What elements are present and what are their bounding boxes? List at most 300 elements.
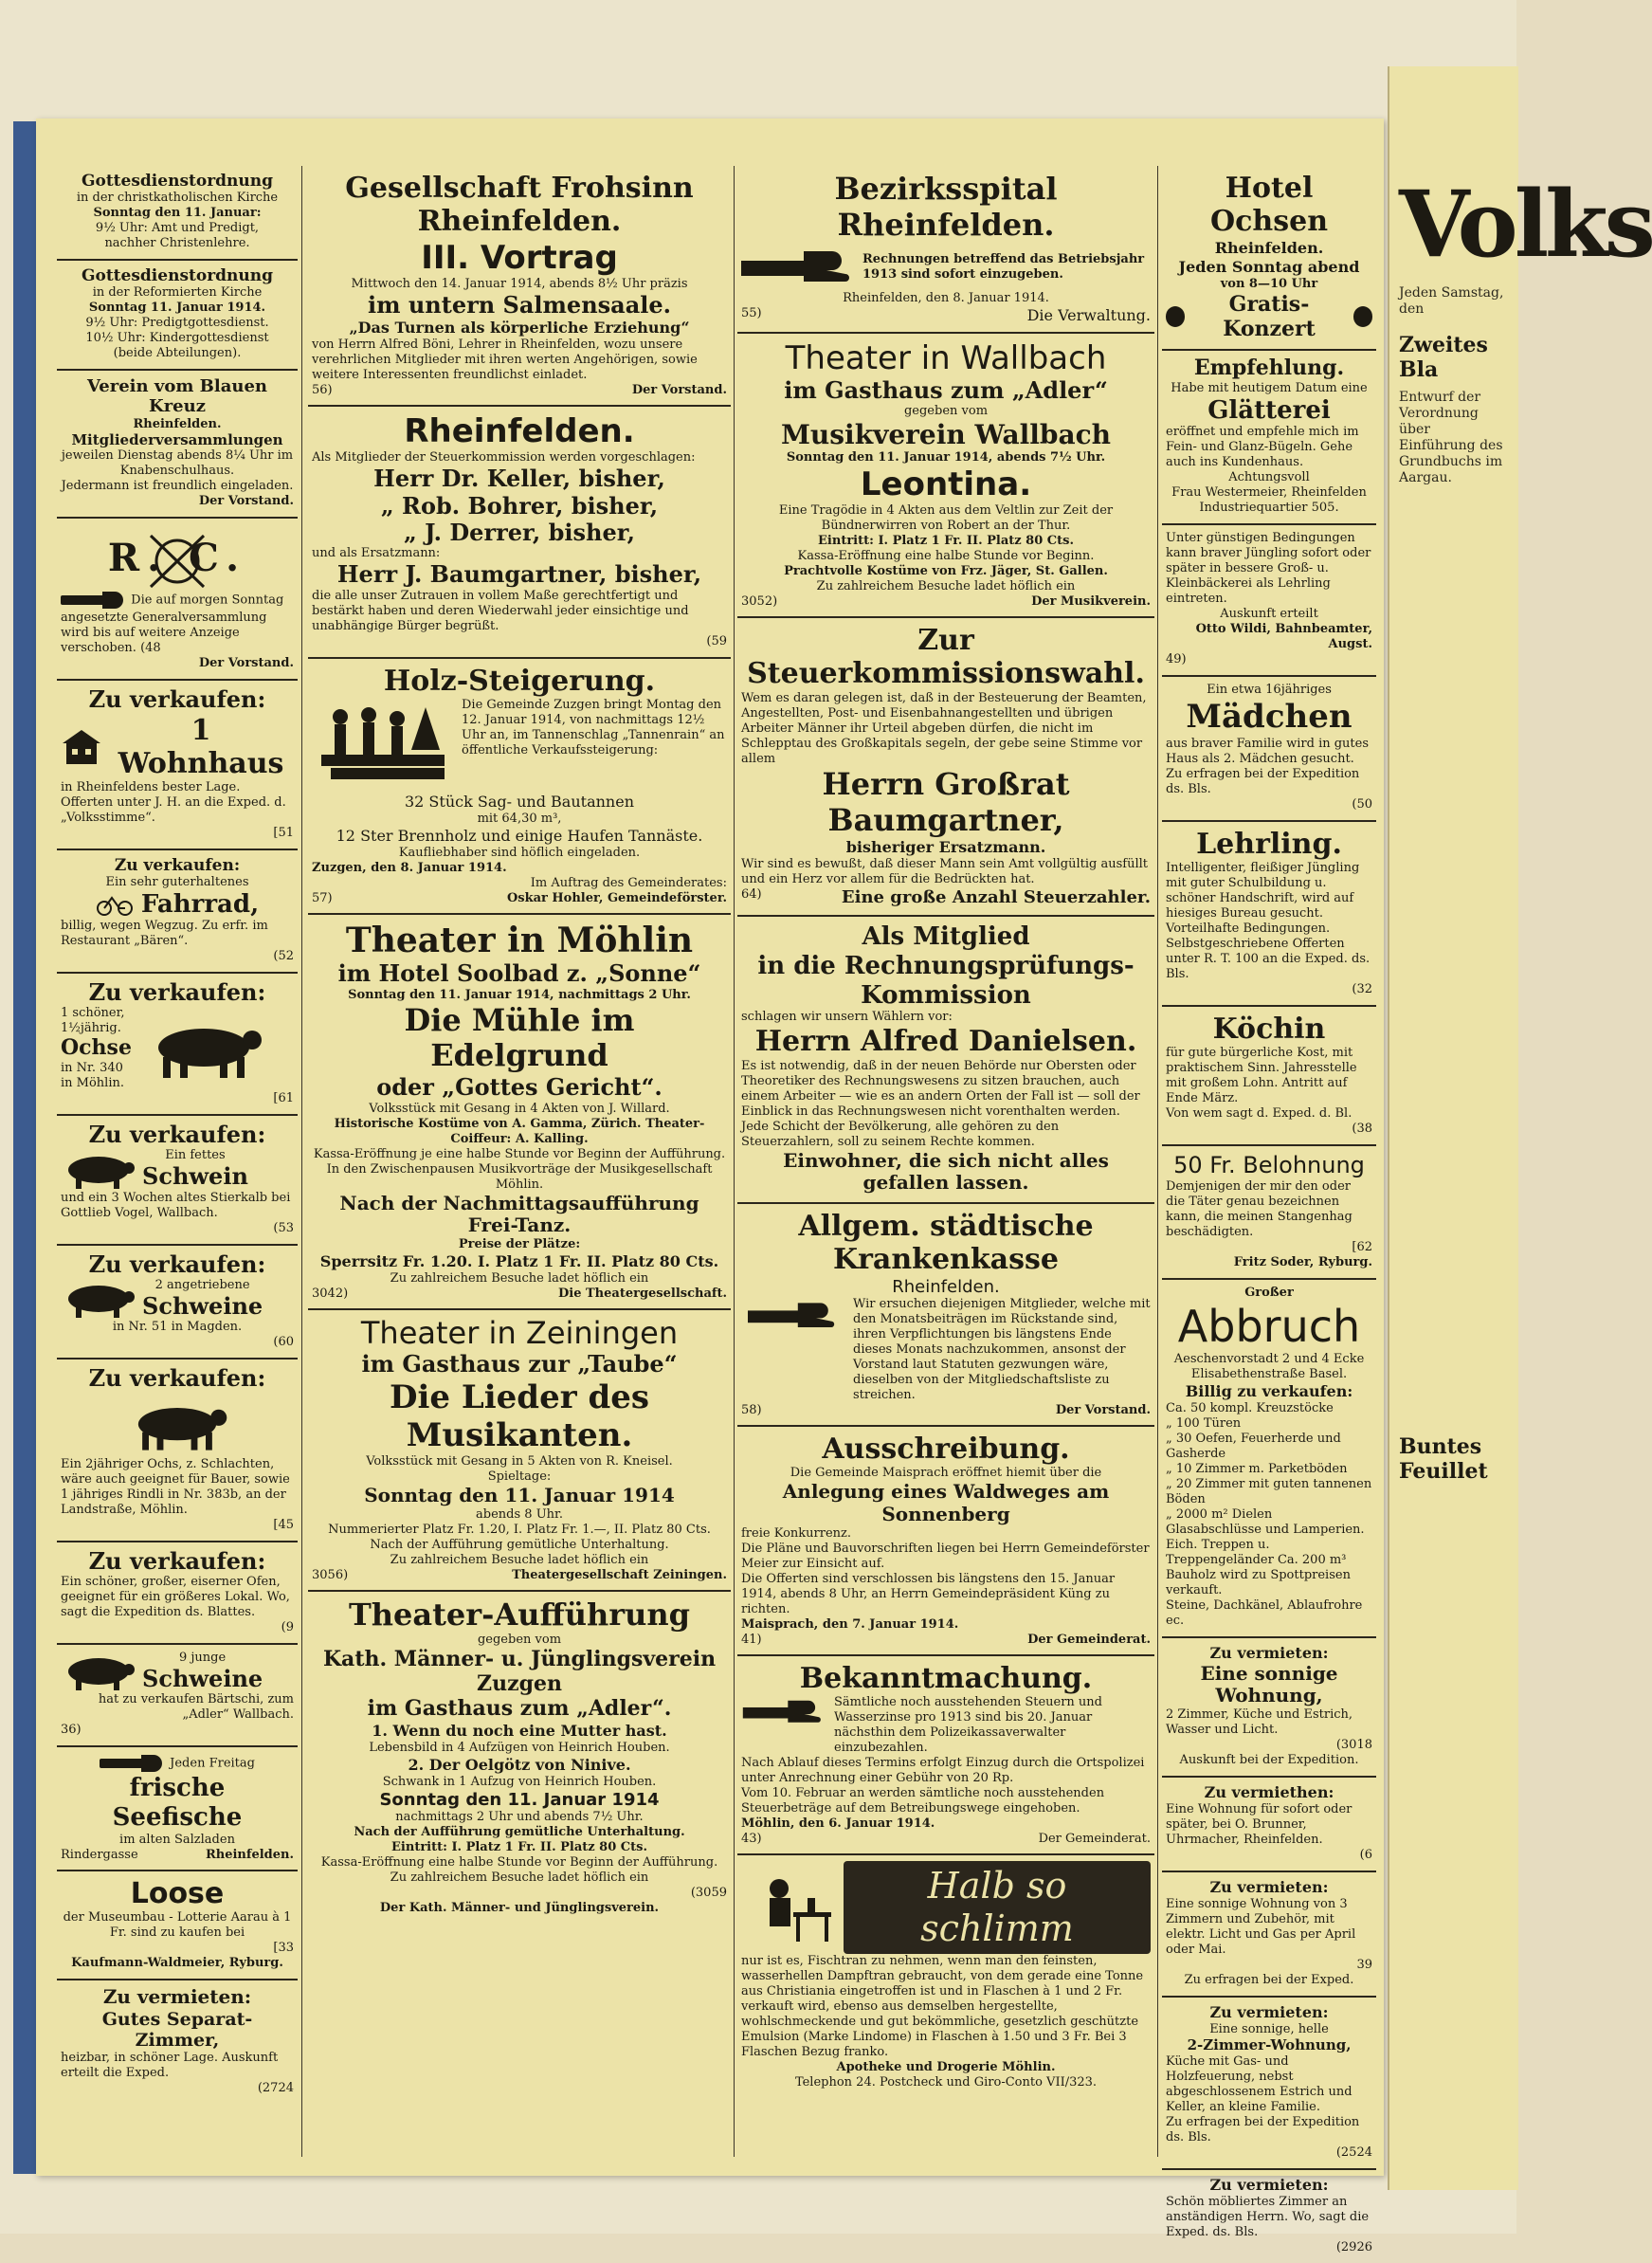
ad-text: Prachtvolle Kostüme von Frz. Jäger, St. Gallen. (784, 564, 1108, 579)
emblem-icon (1353, 306, 1372, 327)
ad-heading: Billig zu verkaufen: (1185, 1381, 1353, 1400)
ad-title: Rheinfelden. (404, 412, 635, 451)
ad-code: 3042) (312, 1286, 349, 1301)
ad-text: und ein 3 Wochen altes Stierkalb bei Gottlieb Vogel, Wallbach. (61, 1190, 291, 1220)
ad-code: [62 (1352, 1239, 1372, 1254)
ad-text: von Herrn Alfred Böni, Lehrer in Rheinfelden, wozu unsere verehrlichen Mitglieder mit ihren werten Angehörigen, sowie weitere Interessenten freundlichst einladet. (312, 338, 698, 383)
ad-code: (32 (1352, 981, 1372, 996)
ad-heading: im Hotel Soolbad z. „Sonne“ (337, 959, 701, 988)
ad-text: 9 junge (178, 1650, 227, 1665)
ad-rheinfelden-tax-commission (308, 407, 731, 658)
ad-text: und als Ersatzmann: (312, 546, 441, 561)
ad-text: Steine, Dachkänel, Ablaufrohre ec. (1166, 1597, 1363, 1628)
ad-big-text: 50 Fr. Belohnung (1173, 1152, 1365, 1179)
pointing-hand-icon (741, 1297, 845, 1335)
ad-text: Eine Tragödie in 4 Akten aus dem Veltlin zur Zeit der Bündnerwirren von Robert an der Thur. (778, 503, 1114, 534)
ad-text: gegeben vom (903, 403, 989, 418)
ad-bicycle-sale (57, 850, 298, 974)
ad-ox-sale (57, 974, 298, 1116)
ad-fresh-fish (57, 1747, 298, 1871)
ad-oven-sale (57, 1542, 298, 1645)
ad-heading: Zu vermieten: (1209, 1643, 1329, 1662)
ad-signature: Einwohner, die sich nicht alles gefallen lassen. (783, 1148, 1109, 1195)
ad-big-text: Schwein (142, 1162, 248, 1191)
ad-text: Intelligenter, fleißiger Jüngling mit guter Schulbildung u. schöner Handschrift, wird auf hiesiges Bureau gesucht. Vorteilhafte Bedingungen. Selbstgeschriebene Offerten unter R. T. 100 an die Exped. ds. Bls. (1166, 860, 1371, 981)
ad-code: 41) (741, 1632, 762, 1647)
ad-title: Bekanntmachung. (799, 1661, 1093, 1695)
ad-heading: Zu verkaufen: (88, 1546, 266, 1575)
ad-code: (2724 (257, 2081, 294, 2096)
ad-text: Eine sonnige, helle (1209, 2022, 1329, 2037)
ad-text: Ein schöner, großer, eiserner Ofen, geeignet für ein größeres Lokal. Wo, sagt die Expedition ds. Blattes. (61, 1574, 290, 1619)
ad-text: Die Offerten sind verschlossen bis längstens den 15. Januar 1914, abends 8 Uhr, an Herrn Gemeindepräsident Küng zu richten. (741, 1571, 1116, 1616)
ad-lottery-tickets (57, 1871, 298, 1980)
ad-big-text: frische Seefische (112, 1774, 243, 1832)
ad-text: Kassa-Eröffnung je eine halbe Stunde vor Beginn der Aufführung. In den Zwischenpausen Musikvorträge der Musikgesellschaft Möhlin. (313, 1146, 726, 1192)
ox-icon (142, 1015, 265, 1082)
ad-subtitle: bisheriger Ersatzmann. (845, 838, 1046, 857)
ad-text: Achtungsvoll (1228, 470, 1310, 485)
candidate-name: Herrn Alfred Danielsen. (754, 1025, 1137, 1059)
adjacent-heading: Buntes Feuillet (1399, 1434, 1488, 1484)
ad-text: Telephon 24. Postcheck und Giro-Conto VII/323. (794, 2074, 1098, 2090)
ad-code: 64) (741, 887, 762, 903)
ad-text: Auskunft erteilt (1220, 607, 1318, 622)
ad-code: 58) (741, 1402, 762, 1417)
ad-house-sale (57, 681, 298, 849)
ad-heading: Nach der Nachmittagsaufführung Frei-Tanz. (339, 1191, 699, 1237)
ad-text: in Nr. 51 in Magden. (112, 1320, 243, 1335)
ad-big-text: Gutes Separat-Zimmer, (101, 2008, 253, 2051)
ad-title: Bezirksspital Rheinfelden. (834, 171, 1058, 243)
ad-heading: Zu vermieten: (1209, 2003, 1329, 2022)
ad-code: (48 (140, 641, 161, 656)
ad-line: in der Reformierten Kirche (92, 285, 263, 301)
ad-heading: im untern Salmensaale. (367, 290, 672, 319)
rc-logo-text: R. C. (107, 536, 247, 581)
ad-frohsinn-lecture (308, 166, 731, 407)
ad-code: 57) (312, 890, 333, 905)
ad-title: Theater in Wallbach (785, 338, 1107, 377)
ad-code: (38 (1352, 1122, 1372, 1137)
ad-line: 9½ Uhr: Amt und Predigt, (95, 221, 260, 236)
ad-text: Wir sind es bewußt, daß dieser Mann sein Amt vollgültig ausfüllt und ein Herz vor allem für die Bedrückten hat. (741, 857, 1148, 887)
ad-apartment-2-rooms (1162, 1998, 1376, 2170)
ad-big-text: Glätterei (1207, 395, 1331, 425)
ad-theater-zeiningen (308, 1310, 731, 1592)
ad-text: nur ist es, Fischtran zu nehmen, wenn man den feinsten, wasserhellen Dampftran gebraucht, von dem gerade eine Tonne aus Christiania eingetroffen ist und in Flaschen à 1 und 2 Fr. verkauft wird, ebenso aus demselben hergestellte, wohlschmeckende und gut bekömmliche, gesetzlich geschützte Emulsion (Marke Lindome) in Flaschen à 1.50 und 3 Fr. Bei 3 Flaschen Bezug franko. (741, 1953, 1144, 2059)
adjacent-heading: Zweites Bla (1399, 333, 1488, 382)
ad-title: Holz-Steigerung. (383, 664, 656, 698)
ad-place: Rheinfelden, den 8. Januar 1914. (843, 290, 1049, 305)
ad-text: Ein fettes (165, 1148, 226, 1163)
ad-text: die alle unser Zutrauen in vollem Maße gerechtfertigt und bestärkt haben und deren Wiederwahl jeder einsichtige und unabhängige Bürger begrüßt. (312, 588, 689, 633)
ad-title: Allgem. städtische Krankenkasse (798, 1209, 1094, 1277)
ad-tender-maisprach (737, 1427, 1154, 1656)
ad-price-line: Eintritt: I. Platz 1 Fr. II. Platz 80 Cts. (818, 534, 1074, 549)
ad-heading: Zu vermieten: (102, 1984, 252, 2008)
ad-sunny-apartment (1162, 1638, 1376, 1778)
ad-code: 43) (741, 1831, 762, 1846)
ad-big-text: III. Vortrag (421, 238, 618, 277)
ad-text: Rindergasse (61, 1847, 138, 1862)
ad-cod-liver-oil (737, 1855, 1154, 2098)
ad-text: Wem es daran gelegen ist, daß in der Besteuerung der Beamten, Angestellten, Post- und Eisenbahnangestellten und übrigen Arbeiter Männer ihr Urteil abgeben dürfen, die nicht im Schlepptau des Großkapitals segeln, der gebe seine Stimme vor allem (741, 690, 1147, 766)
ad-ox-moehlin (57, 1360, 298, 1542)
ad-room-rent (57, 1980, 298, 2104)
column-3 (737, 166, 1154, 2098)
ad-signature: Fritz Soder, Ryburg. (1233, 1254, 1372, 1269)
candidate-name: „ Rob. Bohrer, bisher, (380, 491, 659, 520)
ad-text: Wir ersuchen diejenigen Mitglieder, welche mit den Monatsbeiträgen im Rückstande sind, ihren Verpflichtungen bis längstens Ende dieses Monats nachzukommen, ansonst der Vorstand laut Statuten gezwungen wäre, dieselben von der Mitgliedschaftsliste zu streichen. (853, 1296, 1151, 1402)
candidate-name: Herrn Großrat Baumgartner, (822, 765, 1070, 838)
ad-title: Theater-Aufführung (348, 1596, 691, 1633)
ad-place: Zuzgen, den 8. Januar 1914. (312, 860, 507, 875)
ad-code: (3018 (1335, 1738, 1372, 1753)
pointing-hand-icon (61, 590, 127, 611)
ad-signature: Der Musikverein. (1031, 594, 1151, 610)
ad-text: eröffnet und empfehle mich im Fein- und Glanz-Bügeln. Gehe auch ins Kundenhaus. (1166, 425, 1359, 470)
ad-heading: Zu verkaufen: (114, 855, 241, 875)
ad-text: Aeschenvorstadt 2 und 4 Ecke Elisabethenstraße Basel. (1173, 1351, 1365, 1381)
ad-signature: Der Vorstand. (1055, 1402, 1151, 1417)
ad-blue-cross (57, 371, 298, 519)
ad-item: „ 2000 m² Dielen (1166, 1506, 1273, 1522)
ad-title: Gesellschaft Frohsinn Rheinfelden. (345, 172, 694, 239)
ad-text: billig, wegen Wegzug. Zu erfr. im Restaurant „Bären“. (61, 918, 268, 948)
bicycle-icon (96, 892, 134, 917)
ad-text: Kaufliebhaber sind höflich eingeladen. (398, 845, 641, 860)
pig-icon (61, 1651, 136, 1692)
ad-text: Unter günstigen Bedingungen kann braver Jüngling sofort oder später in bessere Groß- u. Kleinbäckerei als Lehrling eintreten. (1166, 531, 1371, 607)
ad-text: Lebensbild in 4 Aufzügen von Heinrich Houben. (369, 1741, 670, 1756)
ad-code: (3059 (690, 1886, 727, 1901)
ad-big-text: Mädchen (1186, 698, 1352, 737)
ad-signature: Der Vorstand. (198, 494, 294, 509)
ad-subtitle: Rheinfelden. (133, 416, 222, 431)
ad-title: Gottesdienstordnung (81, 172, 274, 191)
ad-text: Zu erfragen bei der Exped. (1184, 1973, 1354, 1988)
ad-heading: Kath. Männer- u. Jünglingsverein Zuzgen (322, 1647, 717, 1697)
ad-line: in der christkatholischen Kirche (76, 191, 279, 206)
column-rule (1157, 166, 1158, 2157)
ad-title: Halb so schlimm (844, 1861, 1151, 1954)
ad-signature: Der Gemeinderat. (1027, 1632, 1151, 1647)
pig-icon (61, 1278, 136, 1320)
ad-heading: Zu verkaufen: (88, 1121, 266, 1149)
ad-reward (1162, 1146, 1376, 1279)
ad-code: [33 (273, 1940, 294, 1955)
ad-code: 55) (741, 305, 762, 320)
ad-code: (59 (706, 633, 727, 648)
ad-title: Zur Steuerkommissionswahl. (747, 624, 1145, 691)
ad-text: Rechnungen betreffend das Betriebsjahr 1913 sind sofort einzugeben. (862, 251, 1145, 282)
ad-big-text: Loose (130, 1876, 225, 1910)
candidate-name: Herr J. Baumgartner, bisher, (336, 560, 702, 589)
ad-code: (53 (273, 1220, 294, 1235)
ad-signature: Rheinfelden. (205, 1847, 294, 1862)
ad-code: [45 (273, 1517, 294, 1532)
ad-big-text: Eine sonnige Wohnung, (1200, 1661, 1338, 1707)
ad-text: Schön möbliertes Zimmer an anständigen Herrn. Wo, sagt die Exped. ds. Bls. (1166, 2194, 1370, 2239)
ad-text: Jedermann ist freundlich eingeladen. (61, 479, 294, 494)
ad-heading: Zu verkaufen: (88, 1250, 266, 1278)
ad-text: Zu zahlreichem Besuche ladet höflich ein (390, 1871, 649, 1886)
ad-code: [51 (273, 825, 294, 840)
ad-young-pigs (57, 1645, 298, 1747)
ad-signature: Frau Westermeier, Rheinfelden Industriequartier 505. (1171, 485, 1367, 516)
ad-title: Empfehlung. (1193, 355, 1345, 380)
ad-code: (52 (273, 948, 294, 963)
ad-text: Sämtliche noch ausstehenden Steuern und Wasserzinse pro 1913 sind bis 20. Januar nächsthin dem Polizeikassaverwalter einzubezahlen. (834, 1694, 1103, 1755)
ad-title: Hotel Ochsen (1210, 172, 1328, 239)
ad-big-text: Schweine (142, 1292, 263, 1320)
ad-church-schedule-catholic (57, 166, 298, 261)
ad-play: 1. Wenn du noch eine Mutter hast. (372, 1722, 667, 1741)
emblem-icon (1166, 306, 1185, 327)
ad-wood-auction (308, 659, 731, 915)
ad-signature: Apotheke und Drogerie Möhlin. (836, 2059, 1056, 2074)
ad-item: „ 30 Oefen, Feuerherde und Gasherde (1166, 1431, 1341, 1461)
ad-theater-moehlin (308, 915, 731, 1310)
ad-text: Zu zahlreichem Besuche ladet höflich ein (390, 1270, 649, 1286)
ad-hotel-ochsen (1162, 166, 1376, 351)
ad-signature: Kaufmann-Waldmeier, Ryburg. (71, 1955, 283, 1970)
ad-big-text: Leontina. (860, 465, 1032, 503)
ad-heading: Zu vermieten: (1209, 1878, 1329, 1897)
ad-place: Möhlin, den 6. Januar 1914. (741, 1816, 935, 1831)
ad-signature: Der Kath. Männer- und Jünglingsverein. (379, 1901, 660, 1916)
ad-title: Theater in Möhlin (345, 920, 694, 960)
ad-code: (60 (273, 1335, 294, 1350)
ad-big-text: Die Lieder des Musikanten. (389, 1378, 650, 1454)
ad-code: (2524 (1335, 2144, 1372, 2160)
ad-line: nachher Christenlehre. (104, 236, 250, 251)
ad-text: Nach Ablauf dieses Termins erfolgt Einzug durch die Ortspolizei unter Anrechnung einer Gebühr von 20 Rp. (741, 1755, 1145, 1785)
adjacent-text: Jeden Samstag, den (1399, 285, 1504, 317)
ad-rc-club (57, 519, 298, 681)
ad-code: (6 (1359, 1848, 1372, 1863)
ad-signature: Theatergesellschaft Zeiningen. (512, 1567, 727, 1582)
ad-text: abends 8 Uhr. (476, 1506, 563, 1522)
ad-apartment-3-rooms (1162, 1872, 1376, 1998)
ad-church-schedule-reformed (57, 261, 298, 371)
ad-health-insurance (737, 1204, 1154, 1427)
ad-text: Kassa-Eröffnung eine halbe Stunde vor Beginn. (797, 549, 1095, 564)
ad-heading: Zu verkaufen: (88, 977, 266, 1006)
ad-line: 9½ Uhr: Predigtgottesdienst. (85, 316, 269, 331)
candidate-name: „ J. Derrer, bisher, (404, 518, 635, 546)
ad-signature: Oskar Hohler, Gemeindeförster. (506, 890, 727, 905)
ad-price-line: Sperrsitz Fr. 1.20. I. Platz 1 Fr. II. Platz 80 Cts. (319, 1251, 719, 1270)
ad-line: Sonntag den 11. Januar: (93, 206, 262, 221)
ad-heading: Mitgliederversammlungen (71, 430, 283, 448)
ad-text: Als Mitglieder der Steuerkommission werden vorgeschlagen: (312, 450, 696, 465)
ad-text: Zu erfragen bei der Expedition ds. Bls. (1166, 2114, 1360, 2144)
column-2 (308, 166, 731, 1924)
pointing-hand-icon (100, 1753, 166, 1774)
ad-code: (2926 (1335, 2239, 1372, 2254)
ad-pigs-magden (57, 1246, 298, 1360)
ad-text: Zu zahlreichem Besuche ladet höflich ein (816, 579, 1076, 594)
ad-text: Historische Kostüme von A. Gamma, Zürich. Theater-Coiffeur: A. Kalling. (334, 1116, 705, 1146)
ad-text: Die Gemeinde Zuzgen bringt Montag den 12. Januar 1914, von nachmittags 12½ Uhr an, im Tannenschlag „Tannenrain“ an öffentliche Verkaufssteigerung: (462, 697, 725, 757)
ad-code: 49) (1166, 652, 1187, 667)
ad-heading: im Gasthaus zur „Taube“ (361, 1350, 678, 1378)
ad-text: Ein 2jähriger Ochs, z. Schlachten, wäre auch geeignet für Bauer, sowie 1 jähriges Rindli in Nr. 383b, an der Landstraße, Möhlin. (61, 1456, 290, 1517)
ad-text: Habe mit heutigem Datum eine (1171, 380, 1368, 395)
ad-signature: Die Theatergesellschaft. (557, 1286, 727, 1301)
ad-big-text: Abbruch (1177, 1300, 1361, 1352)
ad-text: Zu zahlreichem Besuche ladet höflich ein (390, 1552, 649, 1567)
ad-text: Ein etwa 16jähriges (1207, 683, 1332, 698)
pointing-hand-icon (741, 1695, 826, 1729)
ad-code: 56) (312, 383, 333, 398)
ad-title: in die Rechnungsprüfungs-Kommission (757, 952, 1135, 1010)
ad-text: für gute bürgerliche Kost, mit praktischem Sinn. Jahresstelle mit großem Lohn. Antritt auf Ende März. (1166, 1046, 1357, 1106)
ad-text: Küche mit Gas- und Holzfeuerung, nebst abgeschlossenem Estrich und Keller, an kleine Familie. (1166, 2053, 1352, 2114)
ad-item: „ 10 Zimmer m. Parketböden (1166, 1461, 1348, 1476)
ad-code: (50 (1352, 796, 1372, 812)
ad-signature: Die Verwaltung. (1026, 305, 1151, 324)
ad-audit-commission (737, 917, 1154, 1204)
ad-code: 39 (1356, 1958, 1372, 1973)
ad-signature: Otto Wildi, Bahnbeamter, Augst. (1195, 622, 1372, 652)
ad-text: Jeden Freitag (170, 1756, 255, 1771)
ad-text: von 8—10 Uhr (1220, 276, 1318, 291)
ad-text: aus braver Familie wird in gutes Haus als 2. Mädchen gesucht. (1166, 736, 1370, 766)
ad-play: 2. Der Oelgötz von Ninive. (408, 1756, 631, 1775)
ad-tax-notice-moehlin (737, 1656, 1154, 1855)
ad-text: Glasabschlüsse und Lamperien. Eich. Treppen u. Treppengeländer Ca. 200 m³ Bauholz wird zu Spottpreisen verkauft. (1166, 1522, 1365, 1597)
ad-subtitle: Rheinfelden. (1214, 238, 1324, 257)
ad-item: „ 20 Zimmer mit guten tannenen Böden (1166, 1476, 1372, 1506)
ad-code: [61 (273, 1091, 294, 1106)
ad-code: 3056) (312, 1567, 349, 1582)
ad-item: „ 100 Türen (1166, 1415, 1242, 1431)
ad-big-text: Köchin (1212, 1012, 1326, 1046)
adjacent-page (1388, 66, 1652, 2190)
ad-heading: Zu verkaufen: (88, 1364, 266, 1393)
ad-text: Volksstück mit Gesang in 4 Akten von J. Willard. (369, 1101, 670, 1116)
ad-text: hat zu verkaufen Bärtschi, zum „Adler“ Wallbach. (98, 1692, 294, 1723)
ad-demolition-sale (1162, 1280, 1376, 1638)
ad-item: 12 Ster Brennholz und einige Haufen Tannäste. (336, 826, 703, 845)
ad-heading: Sonntag den 11. Januar 1914 (364, 1484, 675, 1507)
ad-line: (beide Abteilungen). (113, 346, 242, 361)
pig-icon (61, 1149, 136, 1191)
ad-heading: Musikverein Wallbach (780, 418, 1112, 450)
ox-icon (120, 1396, 234, 1453)
ad-text: Großer (1244, 1285, 1294, 1300)
ad-text: Mittwoch den 14. Januar 1914, abends 8½ Uhr präzis (351, 276, 688, 291)
ad-big-text: Die Mühle im Edelgrund (404, 1001, 635, 1074)
ad-heading: Zu vermiethen: (1204, 1783, 1334, 1802)
ad-text: schlagen wir unsern Wählern vor: (741, 1010, 953, 1025)
ad-subtitle: Rheinfelden. (892, 1276, 1000, 1297)
ad-big-text: Schweine (142, 1664, 263, 1692)
ad-title: Als Mitglied (862, 922, 1030, 952)
ad-line: Sonntag 11. Januar 1914. (88, 301, 266, 316)
ad-big-text: Anlegung eines Waldweges am Sonnenberg (782, 1480, 1110, 1525)
column-rule (301, 166, 302, 2157)
ad-heading: Zu verkaufen: (88, 685, 266, 714)
ad-text: Auskunft bei der Expedition. (1179, 1753, 1359, 1768)
ad-big-text: Gratis-Konzert (1223, 291, 1316, 341)
ad-text: Die Pläne und Bauvorschriften liegen bei Herrn Gemeindeförster Meier zur Einsicht auf. (741, 1541, 1150, 1571)
ad-text: Sonntag den 11. Januar 1914, nachmittags 2 Uhr. (348, 987, 691, 1002)
ad-text: freie Konkurrenz. (741, 1525, 851, 1541)
ad-bakery-apprentice (1162, 525, 1376, 677)
ad-text: Sonntag den 11. Januar 1914, abends 7½ Uhr. (786, 449, 1106, 465)
ad-title: Theater in Zeiningen (360, 1314, 679, 1351)
ad-text: Vom 10. Februar an werden sämtliche noch ausstehenden Steuerbeträge auf dem Betreibungswege eingehoben. (741, 1785, 1105, 1816)
ad-apprentice-office (1162, 822, 1376, 1007)
ad-text: Volksstück mit Gesang in 5 Akten von R. Kneisel. (366, 1454, 673, 1469)
ad-furnished-room (1162, 2170, 1376, 2263)
ad-text: heizbar, in schöner Lage. Auskunft erteilt die Exped. (61, 2051, 279, 2081)
ad-big-text: Lehrling. (1196, 827, 1342, 861)
ad-text: Im Auftrag des Gemeinderates: (530, 875, 727, 890)
ad-title: Gottesdienstordnung (81, 266, 274, 286)
ad-title: Ausschreibung. (822, 1432, 1070, 1466)
ad-apartment-brunner (1162, 1778, 1376, 1872)
ad-text: der Museumbau - Lotterie Aarau à 1 Fr. sind zu kaufen bei (63, 1909, 292, 1940)
candidate-name: Herr Dr. Keller, bisher, (373, 465, 665, 493)
ad-heading: im Gasthaus zum „Adler“. (367, 1696, 672, 1722)
ad-maid-wanted (1162, 677, 1376, 821)
ad-theater-zuzgen (308, 1592, 731, 1925)
column-4 (1162, 166, 1376, 2263)
ad-text: Nummerierter Platz Fr. 1.20, I. Platz Fr. 1.—, II. Platz 80 Cts. (328, 1522, 711, 1537)
ad-signature: Der Vorstand. (631, 383, 727, 398)
ad-code: 3052) (741, 594, 778, 610)
ad-text: Demjenigen der mir den oder die Täter genau bezeichnen kann, die meinen Stangenhag beschädigten. (1166, 1178, 1352, 1239)
ad-text: 1 schöner, 1½jährig. (61, 1006, 125, 1036)
ad-big-text: Fahrrad, (140, 889, 260, 919)
ad-code: 36) (61, 1723, 82, 1738)
ad-text: jeweilen Dienstag abends 8¼ Uhr im Knabenschulhaus. (61, 448, 294, 479)
ad-ironing-service (1162, 351, 1376, 526)
ad-text: Spieltage: (487, 1469, 552, 1485)
ad-text: Eine sonnige Wohnung von 3 Zimmern und Zubehör, mit elektr. Licht und Gas per April oder Mai. (1166, 1897, 1356, 1958)
ad-item: mit 64,30 m³, (477, 811, 562, 826)
ad-text: gegeben vom (477, 1633, 562, 1648)
ad-text: Die auf morgen Sonntag angesetzte Generalversammlung wird bis auf weitere Anzeige verschoben. (61, 593, 284, 656)
ad-text: 2 Zimmer, Küche und Estrich, Wasser und Licht. (1166, 1707, 1353, 1738)
ad-text: 2 angetriebene (154, 1278, 250, 1292)
ad-text: Schwank in 1 Aufzug von Heinrich Houben. (382, 1775, 657, 1790)
ad-cook-wanted (1162, 1007, 1376, 1146)
ad-heading: Zu vermieten: (1209, 2175, 1329, 2194)
ad-heading: „Das Turnen als körperliche Erziehung“ (349, 319, 690, 338)
house-icon (61, 728, 102, 766)
ad-heading: im Gasthaus zum „Adler“ (784, 375, 1108, 404)
ad-text: in Rheinfeldens bester Lage. Offerten unter J. H. an die Exped. d. „Volksstimme“. (61, 779, 286, 825)
ad-text: im alten Salzladen (119, 1832, 235, 1847)
ad-line: 10½ Uhr: Kindergottesdienst (85, 331, 269, 346)
ad-heading: Sonntag den 11. Januar 1914 (379, 1790, 660, 1811)
ad-text: Zu erfragen bei der Expedition ds. Bls. (1166, 766, 1360, 796)
man-at-table-illustration-icon (741, 1870, 836, 1945)
ad-signature: Der Gemeinderat. (1038, 1831, 1151, 1846)
ad-text: Nach der Aufführung gemütliche Unterhaltung. (354, 1825, 685, 1840)
adjacent-text: Entwurf der Verordnung über Einführung des Grundbuchs im Aargau. (1399, 390, 1503, 485)
ad-text: Es ist notwendig, daß in der neuen Behörde nur Obersten oder Theoretiker des Rechnungswesens zu sitzen brauchen, auch einem Arbeiter — wie es an andern Orten der Fall ist — soll der Einblick in das Rechnungswesen nicht vorenthalten werden. Jede Schicht der Bevölkerung, alle gehören zu den Steuerzahlern, soll zu seinem Rechte kommen. (741, 1058, 1140, 1149)
ad-pig-sale (57, 1116, 298, 1246)
ad-text: Kassa-Eröffnung eine halbe Stunde vor Beginn der Aufführung. (320, 1855, 718, 1871)
ad-item: Ca. 50 kompl. Kreuzstöcke (1166, 1400, 1334, 1415)
